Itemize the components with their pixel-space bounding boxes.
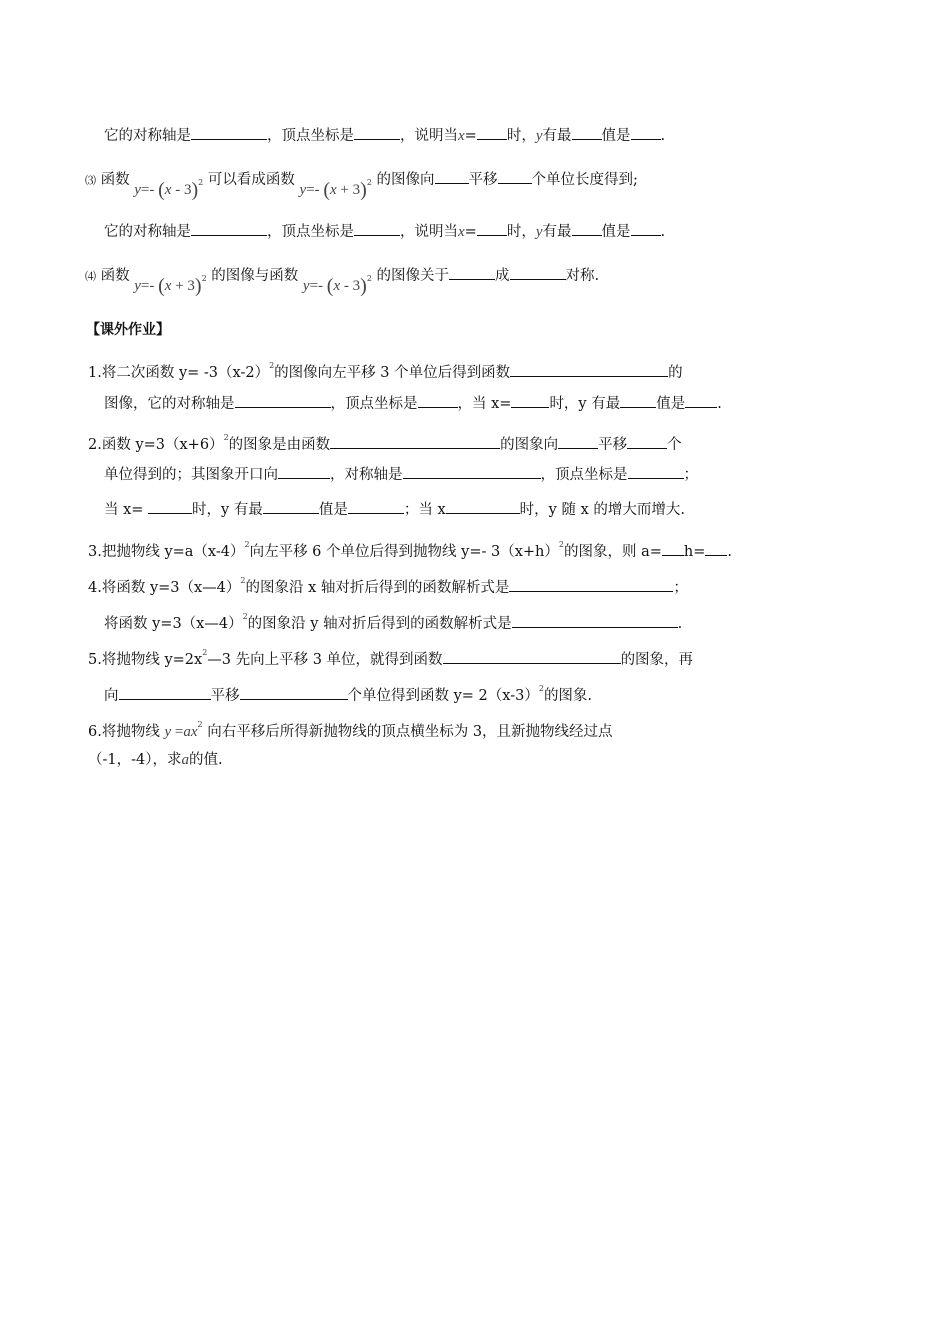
text: 平移 bbox=[598, 437, 628, 453]
text: 成 bbox=[495, 268, 510, 284]
text: 5.将抛物线 y=2x bbox=[88, 652, 203, 668]
text: 的图像向左平移 3 个单位后得到函数 bbox=[274, 365, 511, 381]
text: 个单位长度得到; bbox=[531, 172, 638, 188]
answer-blank[interactable] bbox=[119, 685, 211, 700]
answer-blank[interactable] bbox=[477, 125, 507, 140]
answer-blank[interactable] bbox=[477, 221, 507, 236]
text: ，说明当 bbox=[400, 128, 458, 144]
question-5-line-2 bbox=[104, 679, 592, 706]
section-heading: 【课外作业】 bbox=[86, 322, 170, 338]
text: = bbox=[464, 128, 477, 144]
text: 当 x= bbox=[104, 502, 149, 518]
answer-blank[interactable] bbox=[354, 125, 400, 140]
text: 向右平移后所得新抛物线的顶点横坐标为 3，且新抛物线经过点 bbox=[207, 724, 613, 740]
text: 向左平移 6 个单位后得到抛物线 y=- 3（x+h） bbox=[249, 544, 559, 560]
text: 的图像向 bbox=[376, 172, 435, 188]
text: （-1，-4），求 bbox=[88, 752, 182, 768]
text: 的图象，再 bbox=[620, 652, 694, 668]
text: 的图象，则 a= bbox=[563, 544, 662, 560]
text: ，对称轴是 bbox=[330, 467, 403, 483]
var-y: y bbox=[535, 128, 543, 144]
text: . bbox=[717, 396, 722, 412]
answer-blank[interactable] bbox=[511, 393, 549, 408]
superscript: 2 bbox=[242, 612, 248, 621]
answer-blank[interactable] bbox=[330, 434, 500, 449]
question-3-line bbox=[88, 535, 732, 562]
question-2-line-2 bbox=[104, 464, 698, 485]
answer-blank[interactable] bbox=[148, 499, 192, 514]
var-y: y bbox=[535, 224, 543, 240]
text: 图像，它的对称轴是 bbox=[104, 396, 235, 412]
item-number: ⑷ bbox=[85, 270, 96, 283]
answer-blank[interactable] bbox=[240, 685, 348, 700]
superscript: 2 bbox=[202, 648, 208, 657]
text: 将函数 y=3（x—4） bbox=[104, 616, 243, 632]
text: 的图象. bbox=[543, 688, 593, 704]
question-2-line-3 bbox=[104, 499, 685, 520]
superscript: 2 bbox=[240, 576, 246, 585]
var-a: a bbox=[181, 752, 189, 768]
answer-blank[interactable] bbox=[348, 499, 404, 514]
superscript: 2 bbox=[244, 540, 250, 549]
formula-1: y=- $(x + 3)^2$ bbox=[134, 274, 207, 297]
question-4-line-2 bbox=[104, 607, 682, 634]
superscript: 2 bbox=[538, 684, 544, 693]
text: ； bbox=[683, 467, 698, 483]
text: 单位得到的；其图象开口向 bbox=[104, 467, 278, 483]
question-2-line-1 bbox=[88, 428, 682, 455]
text: . bbox=[677, 616, 683, 632]
answer-blank[interactable] bbox=[498, 169, 532, 184]
text: 值是 bbox=[318, 502, 348, 518]
text: 时，y 有最 bbox=[192, 502, 263, 518]
text: 的图象向 bbox=[500, 437, 559, 453]
answer-blank[interactable] bbox=[191, 221, 267, 236]
text: —3 先向上平移 3 单位，就得到函数 bbox=[207, 652, 443, 668]
answer-blank[interactable] bbox=[449, 265, 495, 280]
answer-blank[interactable] bbox=[509, 577, 673, 592]
answer-blank[interactable] bbox=[263, 499, 319, 514]
formula-2: y=- $(x + 3)^2$ bbox=[299, 178, 372, 201]
answer-blank[interactable] bbox=[572, 125, 602, 140]
text: . bbox=[660, 128, 666, 144]
answer-blank[interactable] bbox=[446, 499, 520, 514]
text: 值是 bbox=[656, 396, 686, 412]
text: = bbox=[464, 224, 477, 240]
text: 2.函数 y=3（x+6） bbox=[88, 437, 224, 453]
superscript: 2 bbox=[558, 540, 564, 549]
text: ，顶点坐标是 bbox=[267, 224, 354, 240]
text: ，顶点坐标是 bbox=[330, 396, 418, 412]
text: ；当 x bbox=[403, 502, 446, 518]
text: 时，y 有最 bbox=[549, 396, 621, 412]
var-x: x bbox=[458, 128, 465, 144]
answer-blank[interactable] bbox=[631, 221, 661, 236]
answer-blank[interactable] bbox=[191, 125, 267, 140]
answer-blank[interactable] bbox=[572, 221, 602, 236]
text: . bbox=[660, 224, 666, 240]
axis-question-line-2 bbox=[104, 221, 665, 242]
axis-question-line-1 bbox=[104, 125, 665, 146]
answer-blank[interactable] bbox=[278, 464, 330, 479]
question-1-line-2 bbox=[104, 393, 722, 414]
text: 的值. bbox=[189, 752, 223, 768]
text: 个单位得到函数 y= 2（x-3） bbox=[347, 688, 539, 704]
text: 有最 bbox=[542, 224, 572, 240]
text: 它的对称轴是 bbox=[104, 224, 191, 240]
answer-blank[interactable] bbox=[235, 393, 331, 408]
text: 值是 bbox=[601, 224, 631, 240]
text: 有最 bbox=[542, 128, 572, 144]
answer-blank[interactable] bbox=[620, 393, 656, 408]
text: 它的对称轴是 bbox=[104, 128, 191, 144]
text: ，顶点坐标是 bbox=[267, 128, 354, 144]
question-1-line-1 bbox=[88, 356, 683, 383]
question-6-line-2 bbox=[88, 750, 223, 770]
item-3-line bbox=[85, 163, 638, 201]
text: ； bbox=[673, 580, 688, 596]
answer-blank[interactable] bbox=[631, 125, 661, 140]
answer-blank[interactable] bbox=[443, 649, 621, 664]
answer-blank[interactable] bbox=[685, 393, 717, 408]
text: ，说明当 bbox=[400, 224, 458, 240]
answer-blank[interactable] bbox=[558, 434, 598, 449]
answer-blank[interactable] bbox=[435, 169, 469, 184]
question-6-line-1 bbox=[88, 715, 613, 742]
text: 的 bbox=[668, 365, 683, 381]
text: . bbox=[727, 544, 732, 560]
text: ，顶点坐标是 bbox=[540, 467, 628, 483]
text: h= bbox=[683, 544, 706, 560]
text: 个 bbox=[667, 437, 682, 453]
text: 函数 bbox=[100, 268, 130, 284]
text: 的图像关于 bbox=[376, 268, 450, 284]
answer-blank[interactable] bbox=[403, 464, 541, 479]
answer-blank[interactable] bbox=[512, 613, 678, 628]
text: 6.将抛物线 bbox=[88, 724, 160, 740]
text: 1.将二次函数 y= -3（x-2） bbox=[88, 365, 270, 381]
formula-1: y=- (x - 3)$^2$ bbox=[134, 178, 204, 201]
item-4-line bbox=[85, 259, 600, 297]
text: 的图象沿 x 轴对折后得到的函数解析式是 bbox=[245, 580, 510, 596]
text: 向 bbox=[104, 688, 119, 704]
answer-blank[interactable] bbox=[705, 541, 727, 556]
question-4-line-1 bbox=[88, 571, 688, 598]
answer-blank[interactable] bbox=[418, 393, 458, 408]
text: 3.把抛物线 y=a（x-4） bbox=[88, 544, 245, 560]
text: 的图像与函数 bbox=[211, 268, 299, 284]
text: 平移 bbox=[210, 688, 240, 704]
answer-blank[interactable] bbox=[354, 221, 400, 236]
formula: $y =ax^2$ bbox=[164, 720, 203, 740]
formula-2: y=- (x - 3)$^2$ bbox=[302, 274, 372, 297]
var-x: x bbox=[458, 224, 465, 240]
text: 时， bbox=[506, 224, 536, 240]
text: ，当 x= bbox=[457, 396, 512, 412]
text: 的图象沿 y 轴对折后得到的函数解析式是 bbox=[247, 616, 512, 632]
superscript: 2 bbox=[223, 433, 229, 442]
text: 平移 bbox=[468, 172, 498, 188]
text: 时，y 随 x 的增大而增大. bbox=[519, 502, 685, 518]
text: 函数 bbox=[100, 172, 130, 188]
text: 可以看成函数 bbox=[207, 172, 295, 188]
text: 4.将函数 y=3（x—4） bbox=[88, 580, 241, 596]
answer-blank[interactable] bbox=[510, 265, 566, 280]
text: 时， bbox=[506, 128, 536, 144]
answer-blank[interactable] bbox=[662, 541, 684, 556]
item-number: ⑶ bbox=[85, 174, 96, 187]
superscript: 2 bbox=[269, 361, 275, 370]
answer-blank[interactable] bbox=[510, 362, 668, 377]
answer-blank[interactable] bbox=[628, 464, 684, 479]
answer-blank[interactable] bbox=[627, 434, 667, 449]
question-5-line-1 bbox=[88, 643, 693, 670]
text: 对称. bbox=[565, 268, 600, 284]
text: 值是 bbox=[601, 128, 631, 144]
text: 的图象是由函数 bbox=[228, 437, 331, 453]
